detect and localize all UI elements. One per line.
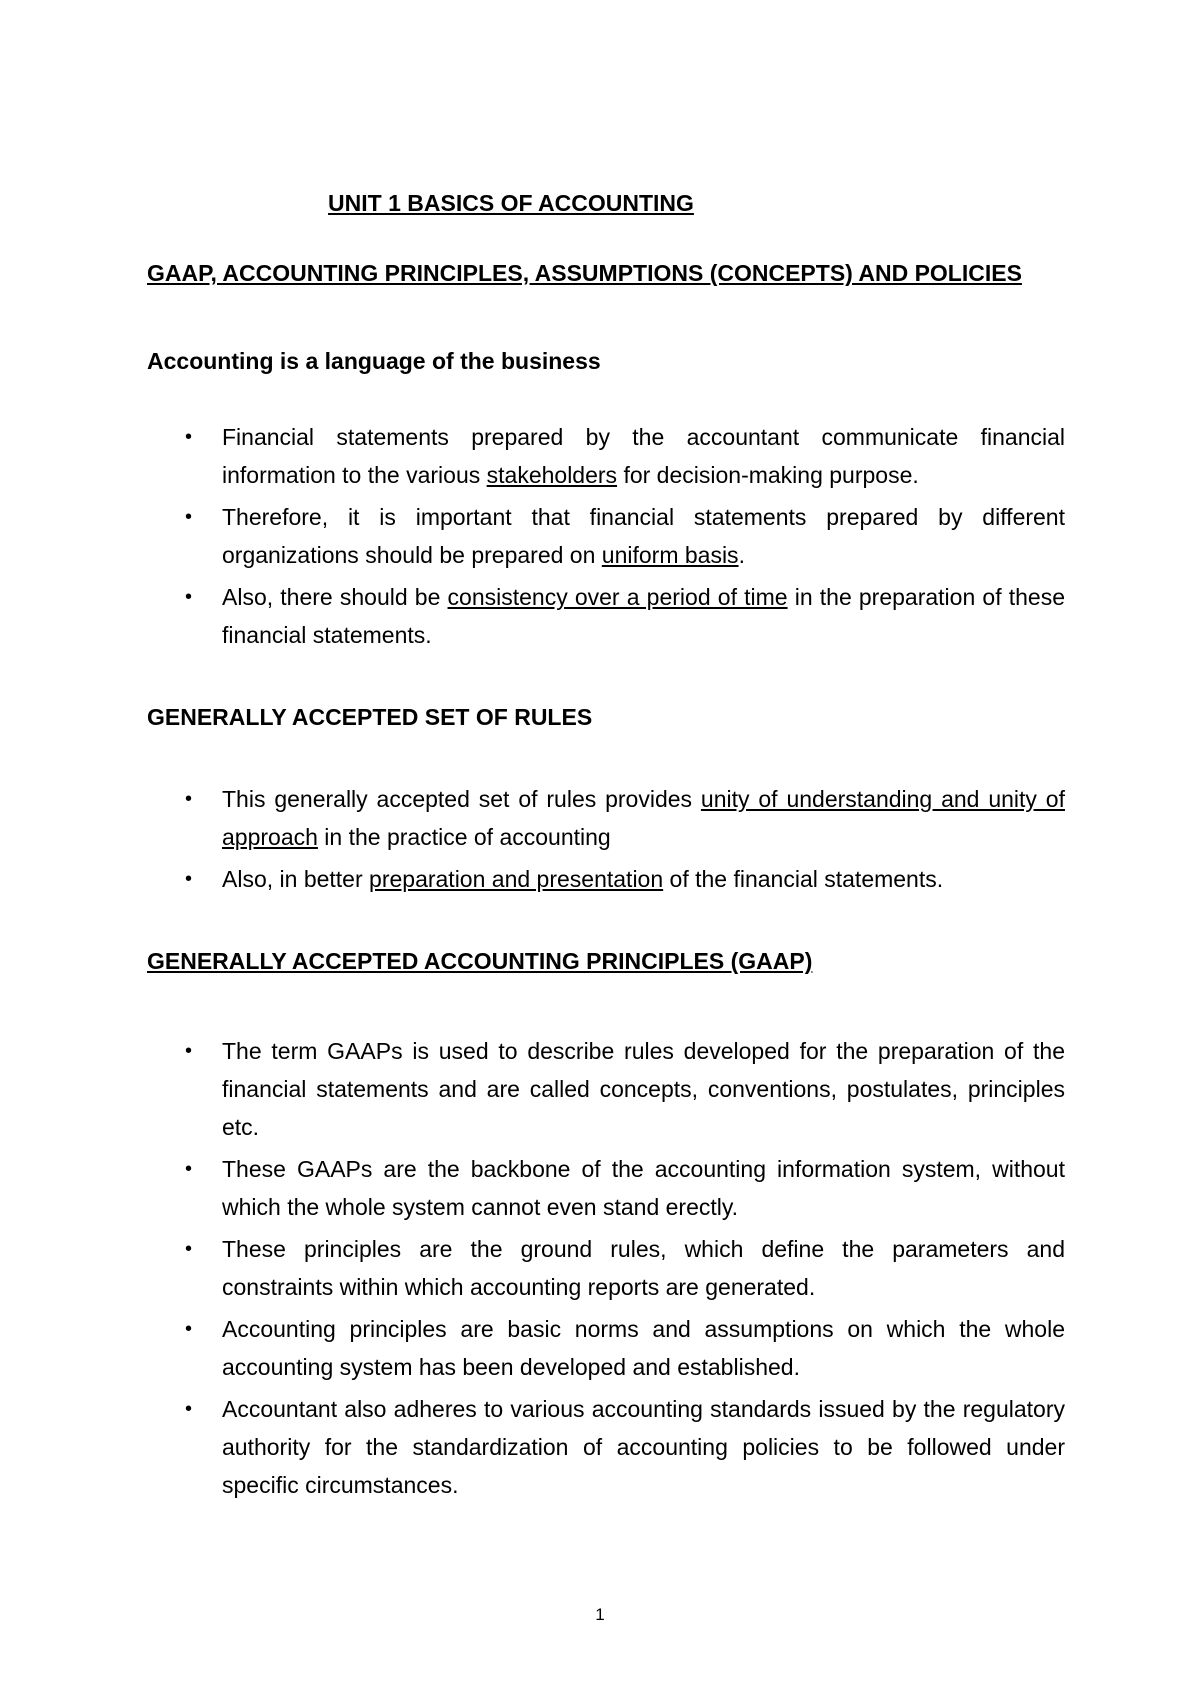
- bullet-text: Also, there should be: [222, 584, 448, 610]
- bullet-icon: •: [185, 1318, 193, 1340]
- section2-bullet-list: [147, 780, 1065, 898]
- page-number: 1: [595, 1605, 605, 1624]
- section2-heading: GENERALLY ACCEPTED SET OF RULES: [147, 704, 593, 730]
- bullet-icon: •: [185, 426, 193, 448]
- section1-bullet-list: [147, 418, 1065, 654]
- list-item: [147, 1150, 1065, 1226]
- underlined-term: unity of understanding and unity of approach: [222, 786, 1065, 850]
- section3-heading: GENERALLY ACCEPTED ACCOUNTING PRINCIPLES (GAAP): [147, 948, 813, 974]
- bullet-text: These principles are the ground rules, which define the parameters and constraints within which accounting reports are generated.: [222, 1236, 1065, 1300]
- bullet-text: Accounting principles are basic norms and assumptions on which the whole accounting system has been developed and established.: [222, 1316, 1065, 1380]
- list-item: [147, 860, 1065, 898]
- bullet-text: Financial statements prepared by the accountant communicate financial information to the various: [222, 424, 1065, 488]
- section3-bullet-list: [147, 1032, 1065, 1504]
- bullet-text: .: [738, 542, 745, 568]
- section1-heading: Accounting is a language of the business: [147, 348, 601, 374]
- underlined-term: preparation and presentation: [369, 866, 664, 892]
- underlined-term: consistency over a period of time: [447, 584, 788, 610]
- underlined-term: uniform basis: [601, 542, 739, 568]
- list-item: [147, 1230, 1065, 1306]
- bullet-text: in the preparation of these financial statements.: [222, 584, 1065, 648]
- bullet-text: in the practice of accounting: [317, 824, 611, 850]
- bullet-text: This generally accepted set of rules provides: [222, 786, 701, 812]
- list-item: [147, 1310, 1065, 1386]
- page-content: [147, 184, 1065, 1508]
- bullet-icon: •: [185, 506, 193, 528]
- bullet-text: Therefore, it is important that financial statements prepared by different organizations should be prepared on: [222, 504, 1065, 568]
- bullet-text: of the financial statements.: [663, 866, 944, 892]
- list-item: [147, 578, 1065, 654]
- underlined-term: stakeholders: [486, 462, 618, 488]
- list-item: [147, 1390, 1065, 1504]
- bullet-text: for decision-making purpose.: [617, 462, 919, 488]
- list-item: [147, 498, 1065, 574]
- bullet-icon: •: [185, 1398, 193, 1420]
- bullet-icon: •: [185, 586, 193, 608]
- main-heading: GAAP, ACCOUNTING PRINCIPLES, ASSUMPTIONS (CONCEPTS) AND POLICIES: [147, 260, 1022, 286]
- list-item: [147, 780, 1065, 856]
- list-item: [147, 1032, 1065, 1146]
- unit-title: UNIT 1 BASICS OF ACCOUNTING: [328, 190, 694, 216]
- bullet-text: Accountant also adheres to various accounting standards issued by the regulatory authority for the standardization of accounting policies to be followed under specific circumstances.: [222, 1396, 1065, 1498]
- list-item: [147, 418, 1065, 494]
- bullet-icon: •: [185, 788, 193, 810]
- bullet-text: The term GAAPs is used to describe rules developed for the preparation of the financial statements and are called concepts, conventions, postulates, principles etc.: [222, 1038, 1065, 1140]
- bullet-icon: •: [185, 1158, 193, 1180]
- bullet-text: Also, in better: [222, 866, 370, 892]
- bullet-icon: •: [185, 1040, 193, 1062]
- bullet-icon: •: [185, 868, 193, 890]
- bullet-text: These GAAPs are the backbone of the accounting information system, without which the whole system cannot even stand erectly.: [222, 1156, 1065, 1220]
- bullet-icon: •: [185, 1238, 193, 1260]
